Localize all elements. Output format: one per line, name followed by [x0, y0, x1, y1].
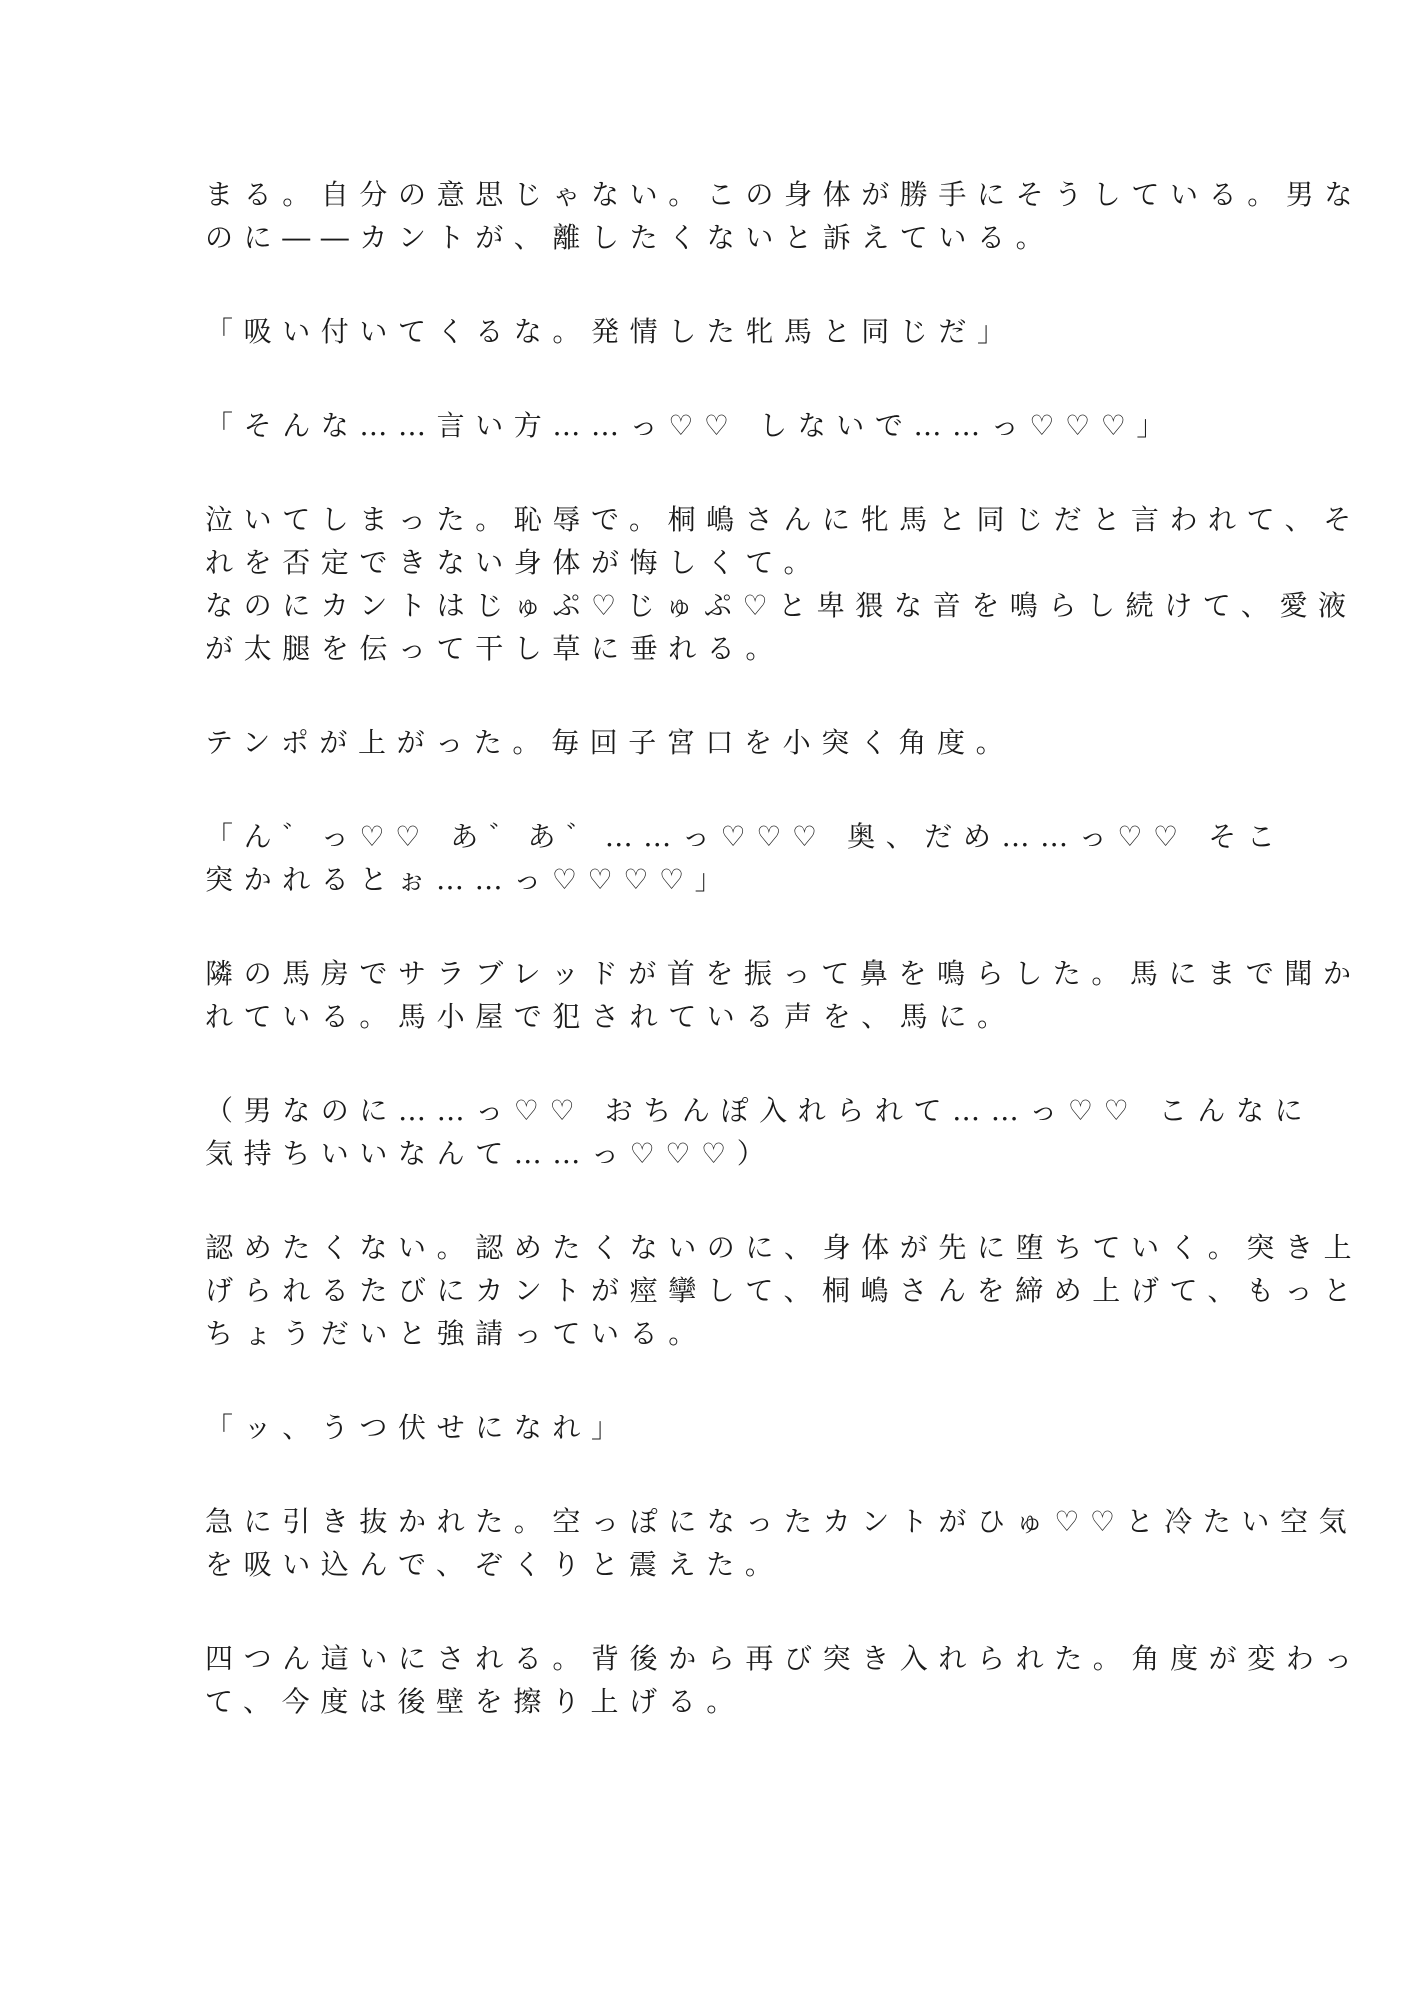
text-line: が太腿を伝って干し草に垂れる。 [205, 632, 785, 665]
text-line: を吸い込んで、ぞくりと震えた。 [205, 1548, 784, 1581]
paragraph [205, 1406, 1205, 1449]
paragraph [205, 498, 1362, 670]
text-line: 泣いてしまった。恥辱で。桐嶋さんに牝馬と同じだと言われて、そ [205, 503, 1362, 536]
body-text [205, 173, 1364, 1774]
text-line: 「吸い付いてくるな。発情した牝馬と同じだ」 [205, 315, 1016, 348]
paragraph [205, 1089, 1314, 1175]
paragraph [205, 173, 1364, 259]
paragraph [205, 721, 1205, 764]
paragraph [205, 952, 1362, 1038]
text-line: なのにカントはじゅぷ♡じゅぷ♡と卑猥な音を鳴らし続けて、愛液 [205, 589, 1357, 622]
text-line: 気持ちいいなんて……っ♡♡♡） [205, 1137, 776, 1170]
text-line: 四つん這いにされる。背後から再び突き入れられた。角度が変わっ [205, 1642, 1363, 1675]
text-line: れを否定できない身体が悔しくて。 [205, 546, 823, 579]
text-line: まる。自分の意思じゃない。この身体が勝手にそうしている。男な [205, 178, 1364, 211]
text-line: 急に引き抜かれた。空っぽになったカントがひゅ♡♡と冷たい空気 [205, 1505, 1358, 1538]
text-line: テンポが上がった。毎回子宮口を小突く角度。 [205, 726, 1015, 759]
paragraph [205, 404, 1205, 447]
text-line: のに――カントが、離したくないと訴えている。 [205, 221, 1055, 254]
paragraph [205, 1500, 1358, 1586]
paragraph [205, 1637, 1363, 1723]
paragraph [205, 815, 1286, 901]
text-line: 「ッ、うつ伏せになれ」 [205, 1411, 630, 1444]
text-line: 「そんな……言い方……っ♡♡ しないで……っ♡♡♡」 [205, 409, 1176, 442]
text-line: 隣の馬房でサラブレッドが首を振って鼻を鳴らした。馬にまで聞か [205, 957, 1362, 990]
text-line: 突かれるとぉ……っ♡♡♡♡」 [205, 863, 734, 896]
text-line: 「ん゛っ♡♡ あ゛あ゛……っ♡♡♡ 奥、だめ……っ♡♡ そこ [205, 820, 1286, 853]
text-line: 認めたくない。認めたくないのに、身体が先に堕ちていく。突き上 [205, 1231, 1363, 1264]
text-line: （男なのに……っ♡♡ おちんぽ入れられて……っ♡♡ こんなに [205, 1094, 1314, 1127]
paragraph [205, 310, 1205, 353]
text-line: げられるたびにカントが痙攣して、桐嶋さんを締め上げて、もっと [205, 1274, 1362, 1307]
text-line: て、今度は後壁を擦り上げる。 [205, 1685, 745, 1718]
text-line: れている。馬小屋で犯されている声を、馬に。 [205, 1000, 1016, 1033]
paragraph [205, 1226, 1363, 1355]
text-line: ちょうだいと強請っている。 [205, 1317, 707, 1350]
